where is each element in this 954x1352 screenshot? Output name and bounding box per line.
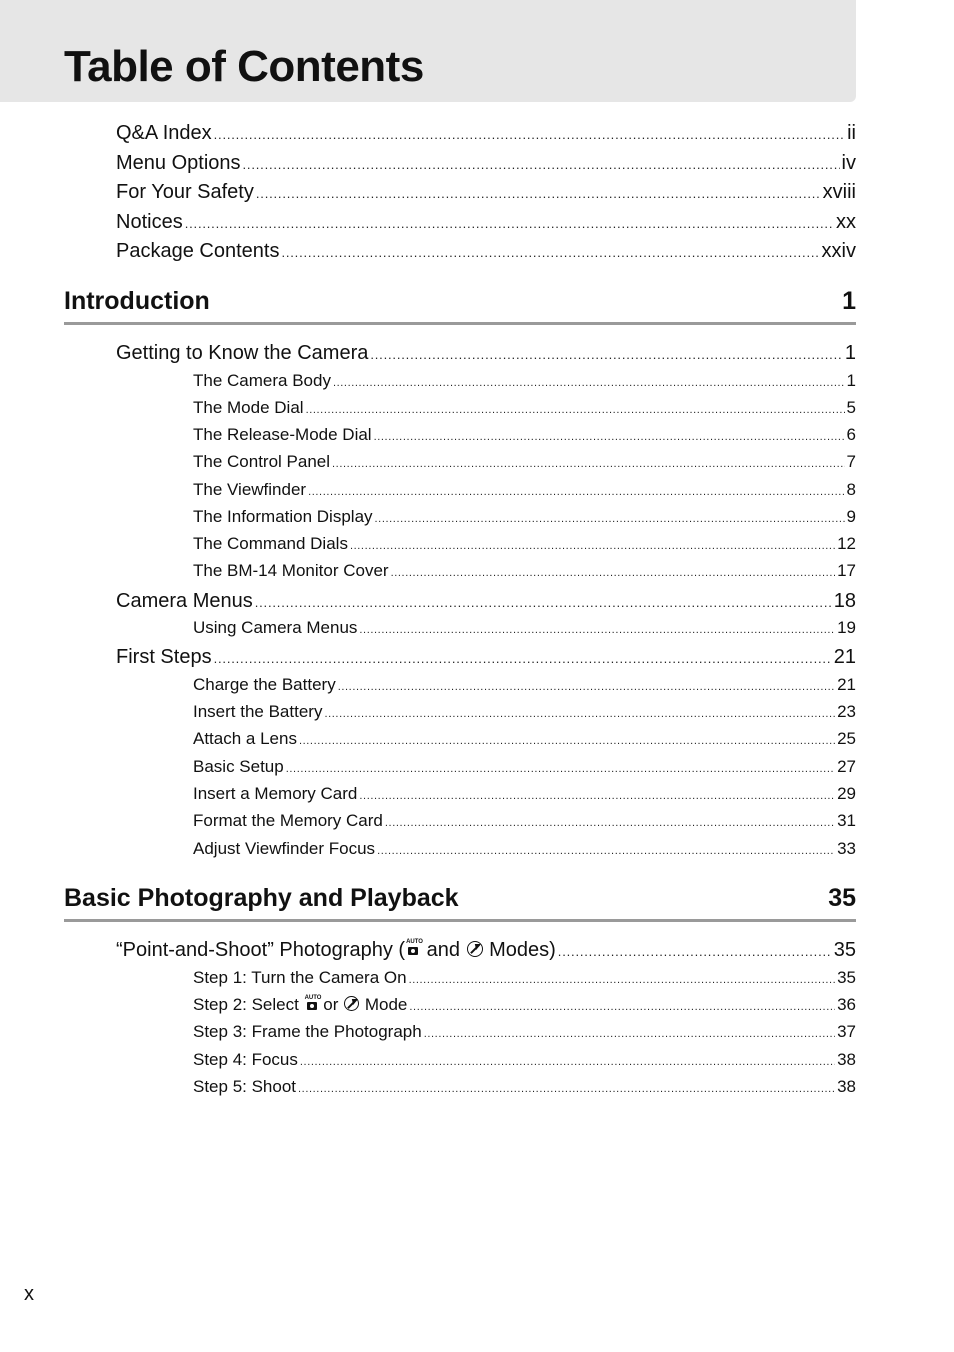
toc-entry-page: 19	[837, 618, 856, 637]
chapter-page: 35	[828, 883, 856, 912]
toc-entry-page: 6	[846, 425, 856, 444]
toc-entry-title: Insert a Memory Card	[193, 784, 358, 803]
toc-entry-page: 33	[837, 839, 856, 858]
toc-entry-charge-battery[interactable]	[193, 675, 856, 697]
toc-entry-title: Adjust Viewfinder Focus	[193, 839, 376, 858]
toc-entry-page: 21	[837, 675, 856, 694]
chapter-title: Basic Photography and Playback	[64, 883, 459, 912]
toc-entry-page: 21	[833, 646, 856, 668]
toc-entry-insert-memory-card[interactable]	[193, 784, 856, 806]
toc-entry-title: Camera Menus	[116, 590, 253, 612]
toc-entry-mode-dial[interactable]	[193, 398, 856, 420]
auto-mode-camera-icon: AUTO	[406, 939, 420, 957]
toc-entry-title: The Control Panel	[193, 452, 331, 471]
toc-entry-information-display[interactable]	[193, 507, 856, 529]
toc-entry-page: 7	[846, 452, 856, 471]
toc-entry-title: Step 1: Turn the Camera On	[193, 968, 407, 987]
toc-entry-page: 35	[833, 939, 856, 961]
flash-off-mode-icon	[344, 996, 359, 1011]
toc-entry-step-4[interactable]	[193, 1050, 856, 1072]
toc-entry-page: 31	[837, 811, 856, 830]
toc-entry-title: Q&A Index	[116, 122, 212, 144]
toc-entry-page: 9	[846, 507, 856, 526]
page-number: x	[24, 1283, 34, 1305]
toc-entry-title: Notices	[116, 211, 183, 233]
toc-entry-page: 12	[837, 534, 856, 553]
toc-entry-adjust-viewfinder-focus[interactable]	[193, 839, 856, 861]
toc-entry-title: Format the Memory Card	[193, 811, 383, 830]
toc-entry-using-camera-menus[interactable]	[193, 618, 856, 640]
toc-entry-title: Package Contents	[116, 240, 280, 262]
toc-section-first-steps[interactable]	[116, 646, 856, 672]
toc-entry-title: Step 4: Focus	[193, 1050, 298, 1069]
toc-entry-release-mode-dial[interactable]	[193, 425, 856, 447]
chapter-title: Introduction	[64, 286, 210, 315]
toc-entry-title: “Point-and-Shoot” Photography ( AUTO and Modes)	[116, 939, 556, 961]
toc-entry-page: 17	[837, 561, 856, 580]
flash-off-mode-icon	[467, 941, 483, 957]
toc-entry-title: Getting to Know the Camera	[116, 342, 369, 364]
toc-entry-page: 25	[837, 729, 856, 748]
toc-entry-attach-lens[interactable]	[193, 729, 856, 751]
toc-section-camera-menus[interactable]	[116, 590, 856, 616]
toc-entry-title: First Steps	[116, 646, 212, 668]
toc-entry-page: 18	[833, 590, 856, 612]
toc-entry-basic-setup[interactable]	[193, 757, 856, 779]
toc-entry-page: 8	[846, 480, 856, 499]
toc-entry-title: Menu Options	[116, 152, 241, 174]
chapter-page: 1	[842, 286, 856, 315]
toc-entry-viewfinder[interactable]	[193, 480, 856, 502]
toc-entry-title: The Mode Dial	[193, 398, 304, 417]
toc-entry-notices[interactable]	[116, 211, 856, 237]
toc-entry-title: Basic Setup	[193, 757, 284, 776]
toc-entry-title: The Viewfinder	[193, 480, 307, 499]
toc-entry-title: Step 3: Frame the Photograph	[193, 1022, 422, 1041]
toc-entry-page: 36	[837, 995, 856, 1014]
toc-entry-page: ii	[847, 122, 856, 144]
toc-entry-camera-body[interactable]	[193, 371, 856, 393]
toc-entry-step-1[interactable]	[193, 968, 856, 990]
toc-entry-page: xx	[836, 211, 856, 233]
toc-entry-title: The Information Display	[193, 507, 373, 526]
chapter-heading-introduction[interactable]	[64, 280, 856, 325]
toc-entry-title: The Release-Mode Dial	[193, 425, 372, 444]
toc-entry-page: 5	[846, 398, 856, 417]
toc-entry-title: Step 2: Select AUTO or Mode	[193, 995, 408, 1014]
toc-entry-monitor-cover[interactable]	[193, 561, 856, 583]
toc-entry-title: Charge the Battery	[193, 675, 336, 694]
toc-entry-page: 27	[837, 757, 856, 776]
page-title: Table of Contents	[64, 42, 424, 91]
toc-entry-step-5[interactable]	[193, 1077, 856, 1099]
auto-mode-camera-icon: AUTO	[305, 995, 318, 1011]
toc-entry-qa-index[interactable]	[116, 122, 856, 148]
toc-section-point-and-shoot[interactable]	[116, 939, 856, 965]
toc-entry-page: xxiv	[821, 240, 856, 262]
toc-entry-page: 29	[837, 784, 856, 803]
toc-entry-page: 1	[846, 371, 856, 390]
toc-entry-package-contents[interactable]	[116, 240, 856, 266]
toc-entry-page: iv	[841, 152, 856, 174]
toc-entry-title: For Your Safety	[116, 181, 254, 203]
toc-entry-title: The Camera Body	[193, 371, 331, 390]
toc-entry-page: 1	[844, 342, 856, 364]
toc-entry-step-3[interactable]	[193, 1022, 856, 1044]
toc-entry-title: Attach a Lens	[193, 729, 297, 748]
toc-entry-title: Using Camera Menus	[193, 618, 358, 637]
toc-entry-page: 35	[837, 968, 856, 987]
toc-entry-title: The Command Dials	[193, 534, 348, 553]
toc-entry-title: Step 5: Shoot	[193, 1077, 297, 1096]
toc-entry-page: 38	[837, 1077, 856, 1096]
chapter-heading-basic-photography[interactable]	[64, 877, 856, 922]
toc-entry-command-dials[interactable]	[193, 534, 856, 556]
toc-entry-menu-options[interactable]	[116, 152, 856, 178]
toc-entry-control-panel[interactable]	[193, 452, 856, 474]
toc-entry-page: 37	[837, 1022, 856, 1041]
toc-section-getting-to-know[interactable]	[116, 342, 856, 368]
toc-entry-insert-battery[interactable]	[193, 702, 856, 724]
toc-entry-page: 23	[837, 702, 856, 721]
toc-entry-page: xviii	[822, 181, 856, 203]
toc-entry-for-your-safety[interactable]	[116, 181, 856, 207]
toc-entry-title: Insert the Battery	[193, 702, 323, 721]
toc-entry-title: The BM-14 Monitor Cover	[193, 561, 389, 580]
toc-entry-format-memory-card[interactable]	[193, 811, 856, 833]
toc-entry-step-2[interactable]	[193, 995, 856, 1017]
toc-entry-page: 38	[837, 1050, 856, 1069]
